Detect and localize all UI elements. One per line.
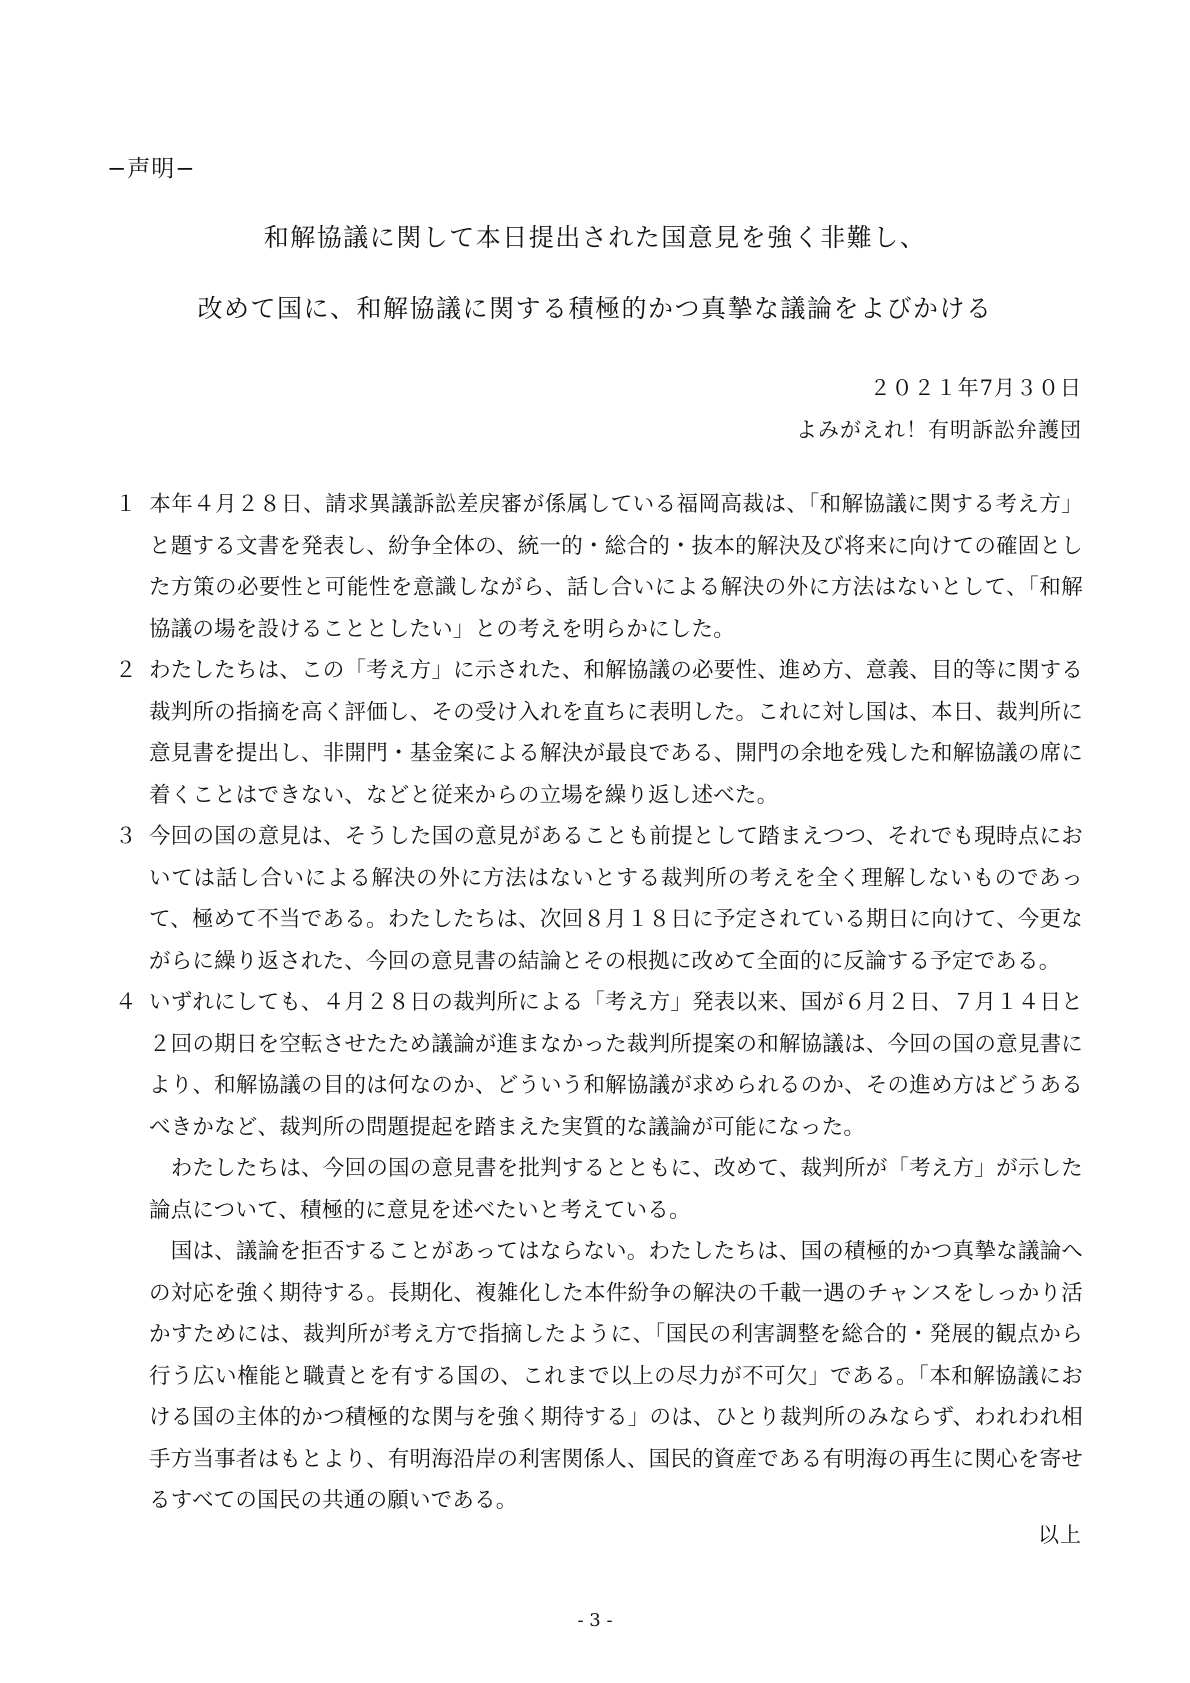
statement-body [115,484,1083,1522]
title-line-1: 和解協議に関して本日提出された国意見を強く非難し、 [263,223,927,252]
numbered-paragraph-3 [115,816,1083,982]
continuation-paragraph-1 [115,1148,1083,1231]
paragraph-number: ３ [115,824,137,849]
paragraph-text: 国は、議論を拒否することがあってはならない。わたしたちは、国の積極的かつ真摯な議論への対応を強く期待する。長期化、複雑化した本件紛争の解決の千載一遇のチャンスをしっかり活かすためには、裁判所が考え方で指摘したように、「国民の利害調整を総合的・発展的観点から行う広い権能と職責とを有する国の、これまで以上の尽力が不可欠」である。「本和解協議における国の主体的かつ積極的な関与を強く期待する」のは、ひとり裁判所のみならず、われわれ相手方当事者はもとより、有明海沿岸の利害関係人、国民的資産である有明海の再生に関心を寄せるすべての国民の共通の願いである。 [149,1239,1083,1513]
paragraph-text: 今回の国の意見は、そうした国の意見があることも前提として踏まえつつ、それでも現時点においては話し合いによる解決の外に方法はないとする裁判所の考えを全く理解しないものであって、極めて不当である。わたしたちは、次回８月１８日に予定されている期日に向けて、今更ながらに繰り返された、今回の意見書の結論とその根拠に改めて全面的に反論する予定である。 [149,824,1083,974]
closing-mark: 以上 [1038,1523,1082,1547]
numbered-paragraph-2 [115,650,1083,816]
paragraph-number: ４ [115,990,137,1015]
title-line-2: 改めて国に、和解協議に関する積極的かつ真摯な議論をよびかける [197,294,993,323]
paragraph-text: わたしたちは、今回の国の意見書を批判するとともに、改めて、裁判所が「考え方」が示した論点について、積極的に意見を述べたいと考えている。 [149,1156,1083,1223]
paragraph-number: １ [115,492,137,517]
paragraph-number: ２ [115,658,137,683]
paragraph-text: わたしたちは、この「考え方」に示された、和解協議の必要性、進め方、意義、目的等に関する裁判所の指摘を高く評価し、その受け入れを直ちに表明した。これに対し国は、本日、裁判所に意見書を提出し、非開門・基金案による解決が最良である、開門の余地を残した和解協議の席に着くことはできない、などと従来からの立場を繰り返し述べた。 [149,658,1083,808]
page-number: - 3 - [577,1610,613,1631]
organization-name: よみがえれ！有明訴訟弁護団 [796,418,1082,442]
numbered-paragraph-4 [115,982,1083,1148]
paragraph-text: 本年４月２８日、請求異議訴訟差戻審が係属している福岡高裁は、「和解協議に関する考え方」と題する文書を発表し、紛争全体の、統一的・総合的・抜本的解決及び将来に向けての確固とした方策の必要性と可能性を意識しながら、話し合いによる解決の外に方法はないとして、「和解協議の場を設けることとしたい」との考えを明らかにした。 [149,492,1083,642]
statement-date: ２０２１年7月３０日 [869,376,1082,400]
numbered-paragraph-1 [115,484,1083,650]
statement-label: −声明− [107,156,196,182]
continuation-paragraph-2 [115,1231,1083,1522]
paragraph-text: いずれにしても、４月２８日の裁判所による「考え方」発表以来、国が６月２日、７月１４日と２回の期日を空転させたため議論が進まなかった裁判所提案の和解協議は、今回の国の意見書により、和解協議の目的は何なのか、どういう和解協議が求められるのか、その進め方はどうあるべきかなど、裁判所の問題提起を踏まえた実質的な議論が可能になった。 [149,990,1083,1140]
